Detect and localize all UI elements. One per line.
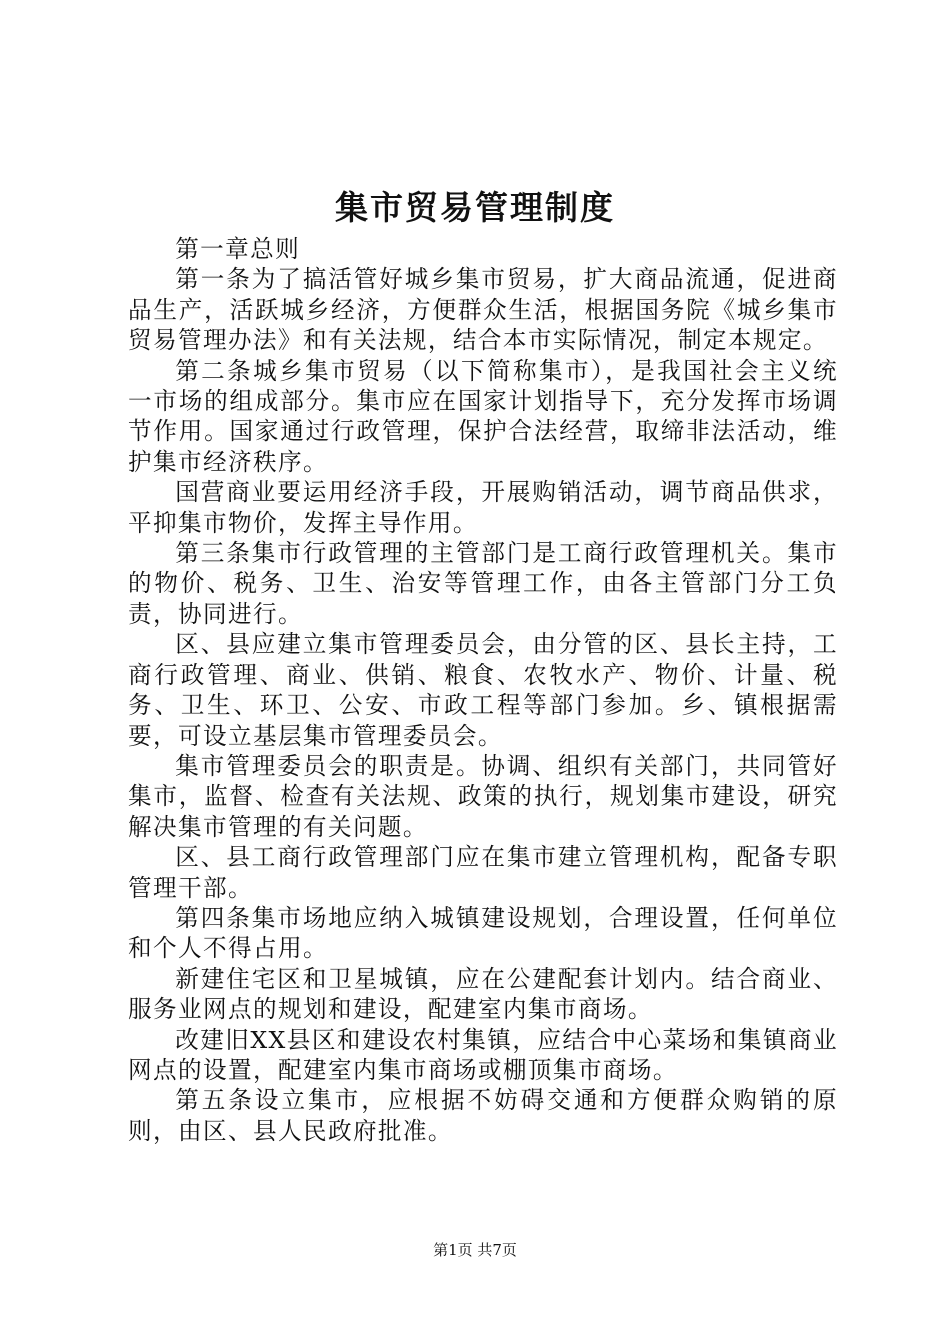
- page-number: 第1页 共7页: [433, 1241, 517, 1259]
- document-body: [128, 234, 838, 1146]
- paragraph: 第三条集市行政管理的主管部门是工商行政管理机关。集市的物价、税务、卫生、治安等管理工作，由各主管部门分工负责，协同进行。: [128, 539, 838, 628]
- paragraph: 第一章总则: [175, 235, 301, 263]
- paragraph: 集市管理委员会的职责是。协调、组织有关部门，共同管好集市，监督、检查有关法规、政策的执行，规划集市建设，研究解决集市管理的有关问题。: [128, 751, 838, 841]
- paragraph: 第一条为了搞活管好城乡集市贸易，扩大商品流通，促进商品生产，活跃城乡经济，方便群众生活，根据国务院《城乡集市贸易管理办法》和有关法规，结合本市实际情况，制定本规定。: [128, 265, 838, 355]
- paragraph: 第四条集市场地应纳入城镇建设规划，合理设置，任何单位和个人不得占用。: [128, 903, 838, 963]
- page-title: 集市贸易管理制度: [335, 188, 615, 227]
- paragraph: 新建住宅区和卫星城镇，应在公建配套计划内。结合商业、服务业网点的规划和建设，配建室内集市商场。: [128, 964, 838, 1024]
- paragraph: 区、县工商行政管理部门应在集市建立管理机构，配备专职管理干部。: [128, 843, 838, 902]
- paragraph: 改建旧XX县区和建设农村集镇，应结合中心菜场和集镇商业网点的设置，配建室内集市商场或棚顶集市商场。: [128, 1025, 838, 1084]
- paragraph: 第五条设立集市，应根据不妨碍交通和方便群众购销的原则，由区、县人民政府批准。: [128, 1086, 838, 1145]
- paragraph: 国营商业要运用经济手段，开展购销活动，调节商品供求，平抑集市物价，发挥主导作用。: [128, 478, 838, 537]
- paragraph: 区、县应建立集市管理委员会，由分管的区、县长主持，工商行政管理、商业、供销、粮食、农牧水产、物价、计量、税务、卫生、环卫、公安、市政工程等部门参加。乡、镇根据需要，可设立基层集市管理委员会。: [128, 630, 838, 750]
- paragraph: 第二条城乡集市贸易（以下简称集市），是我国社会主义统一市场的组成部分。集市应在国家计划指导下，充分发挥市场调节作用。国家通过行政管理，保护合法经营，取缔非法活动，维护集市经济秩序。: [128, 356, 838, 476]
